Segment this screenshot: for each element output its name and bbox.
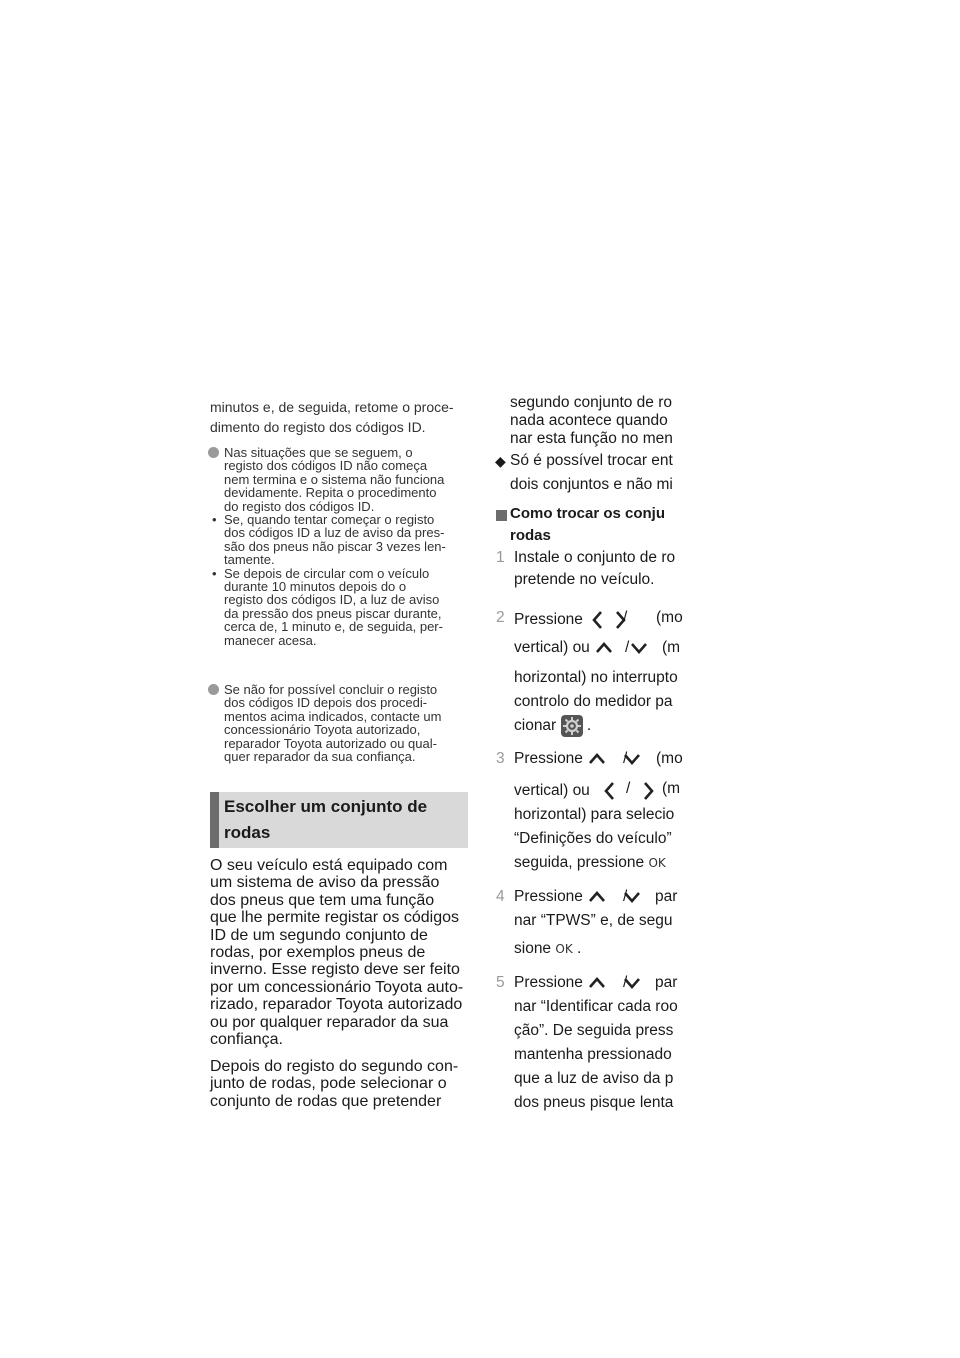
note-1-line: devidamente. Repita o procedimento: [224, 485, 437, 501]
note-2-line: concessionário Toyota autorizado,: [224, 722, 421, 738]
step-word: (m: [662, 780, 681, 797]
section-heading-line-2: rodas: [224, 823, 271, 842]
step-line: [514, 888, 678, 906]
step-line: horizontal) para selecio: [514, 806, 675, 823]
step-line: [514, 750, 683, 768]
note-1-line: registo dos códigos ID não começa: [224, 458, 428, 474]
sub-bullet-icon: •: [212, 565, 217, 581]
slash-text: /: [623, 974, 628, 991]
intro-line-1: minutos e, de seguida, retome o proce-: [210, 399, 454, 415]
step-line: “Definições do veículo”: [514, 830, 672, 847]
step-line: Instale o conjunto de ro: [514, 549, 676, 566]
subitem-line: cerca de, 1 minuto e, de seguida, per-: [224, 619, 443, 635]
section-heading: [210, 792, 468, 848]
step-line: nar “Identificar cada roo: [514, 998, 678, 1015]
right-top-line: nar esta função no men: [510, 430, 673, 447]
subheading-square-icon: [496, 510, 507, 521]
step-line: controlo do medidor pa: [514, 693, 673, 710]
step-line: mantenha pressionado: [514, 1046, 672, 1063]
step-line: [514, 854, 666, 872]
step-number: 2: [496, 609, 505, 626]
subitem-line: Se, quando tentar começar o registo: [224, 512, 435, 528]
step-word: cionar: [514, 717, 557, 735]
step-word: vertical) ou: [514, 639, 590, 657]
right-bullet-line: dois conjuntos e não mi: [510, 476, 673, 493]
step-line: [514, 639, 681, 657]
slash-text: /: [625, 639, 630, 656]
step-word: vertical) ou: [514, 782, 590, 800]
intro-line-2: dimento do registo dos códigos ID.: [210, 419, 426, 435]
step-number: 3: [496, 750, 505, 767]
subitem-line: manecer acesa.: [224, 632, 317, 648]
paragraph-line: inverno. Esse registo deve ser feito: [210, 961, 460, 979]
step-word: .: [586, 717, 592, 735]
diamond-bullet-icon: ◆: [495, 453, 506, 469]
paragraph-line: rodas, por exemplos pneus de: [210, 944, 426, 962]
slash-text: /: [623, 750, 628, 767]
step-line: [514, 940, 581, 958]
step-line: dos pneus pisque lenta: [514, 1094, 674, 1111]
step-line: ção”. De seguida press: [514, 1022, 674, 1039]
subitem-line: dos códigos ID a luz de aviso da pres-: [224, 525, 445, 541]
step-word: par: [655, 888, 678, 905]
step-word: Pressione: [514, 888, 583, 906]
step-word: (mo: [656, 609, 683, 626]
heading-accent-bar: [210, 792, 219, 848]
paragraph-line: rizado, reparador Toyota autorizado: [210, 996, 463, 1014]
step-word: (m: [662, 639, 681, 656]
paragraph-line: junto de rodas, pode selecionar o: [210, 1075, 447, 1093]
paragraph-line: ou por qualquer reparador da sua: [210, 1013, 449, 1031]
chevron-up-down-icons: [587, 974, 647, 992]
subitem-line: registo dos códigos ID, a luz de aviso: [224, 592, 440, 608]
note-1-subitem-2: [210, 567, 472, 647]
paragraph-line: que lhe permite registar os códigos: [210, 909, 460, 927]
step-line: [514, 780, 681, 802]
note-block-2: [210, 683, 472, 763]
right-subheading: rodas: [510, 527, 551, 544]
paragraph-line: conjunto de rodas que pretender: [210, 1092, 442, 1110]
paragraph-line: ID de um segundo conjunto de: [210, 926, 428, 944]
step-word: (mo: [656, 750, 683, 767]
subitem-line: Se depois de circular com o veículo: [224, 565, 430, 581]
note-2-line: reparador Toyota autorizado ou qual-: [224, 735, 437, 751]
step-word: .: [577, 940, 582, 957]
paragraph-2: [210, 1058, 458, 1110]
paragraph-1: [210, 857, 463, 1048]
step-line: que a luz de aviso da p: [514, 1070, 674, 1087]
note-1-line: do registo dos códigos ID.: [224, 498, 375, 514]
paragraph-line: por um concessionário Toyota auto-: [210, 978, 464, 996]
step-number: 5: [496, 974, 505, 991]
ok-button-icon: OK: [555, 942, 573, 956]
slash-text: /: [626, 780, 631, 797]
step-word: Pressione: [514, 974, 583, 992]
step-number: 4: [496, 888, 505, 905]
step-word: par: [655, 974, 678, 991]
chevron-up-down-icons: [587, 750, 647, 768]
step-word: Pressione: [514, 611, 583, 629]
note-bullet-icon: [208, 447, 219, 458]
subitem-line: tamente.: [224, 552, 275, 568]
subitem-line: são dos pneus não piscar 3 vezes len-: [224, 538, 446, 554]
ok-button-icon: OK: [648, 856, 666, 870]
note-2-line: quer reparador da sua confiança.: [224, 749, 416, 765]
step-word: Pressione: [514, 750, 583, 768]
paragraph-line: O seu veículo está equipado com: [210, 857, 448, 874]
settings-gear-icon: [561, 715, 583, 737]
step-line: nar “TPWS” e, de segu: [514, 912, 673, 929]
step-line: [514, 974, 678, 992]
right-column: [495, 390, 683, 1120]
right-bullet-line: Só é possível trocar ent: [510, 452, 673, 469]
paragraph-line: um sistema de aviso da pressão: [210, 874, 440, 892]
right-subheading: Como trocar os conju: [510, 505, 666, 522]
subitem-line: da pressão dos pneus piscar durante,: [224, 605, 442, 621]
paragraph-line: confiança.: [210, 1031, 283, 1049]
section-heading-line-1: Escolher um conjunto de: [224, 797, 428, 816]
step-word: sione: [514, 940, 552, 957]
note-1-line: nem termina e o sistema não funciona: [224, 471, 445, 487]
slash-text: /: [623, 888, 628, 905]
note-block-1: [210, 446, 472, 647]
note-2-line: mentos acima indicados, contacte um: [224, 708, 442, 724]
right-top-line: nada acontece quando: [510, 412, 668, 429]
subitem-line: durante 10 minutos depois do o: [224, 579, 407, 595]
right-top-line: segundo conjunto de ro: [510, 394, 673, 411]
step-word: seguida, pressione: [514, 854, 645, 871]
note-1-subitem-1: [210, 513, 472, 567]
step-number: 1: [496, 549, 505, 566]
note-1-line: Nas situações que se seguem, o: [224, 445, 413, 460]
slash-text: /: [623, 609, 628, 626]
paragraph-line: Depois do registo do segundo con-: [210, 1058, 459, 1075]
step-line: [514, 609, 683, 631]
chevron-up-down-icons: [587, 888, 647, 906]
paragraph-line: dos pneus que tem uma função: [210, 891, 435, 909]
note-bullet-icon: [208, 684, 219, 695]
step-line: pretende no veículo.: [514, 571, 655, 588]
note-2-line: Se não for possível concluir o registo: [224, 682, 438, 697]
step-line: [514, 715, 591, 737]
sub-bullet-icon: •: [212, 512, 217, 528]
step-line: horizontal) no interrupto: [514, 669, 678, 686]
note-2-line: dos códigos ID depois dos procedi-: [224, 695, 428, 711]
chevron-left-right-icons: [587, 609, 627, 631]
